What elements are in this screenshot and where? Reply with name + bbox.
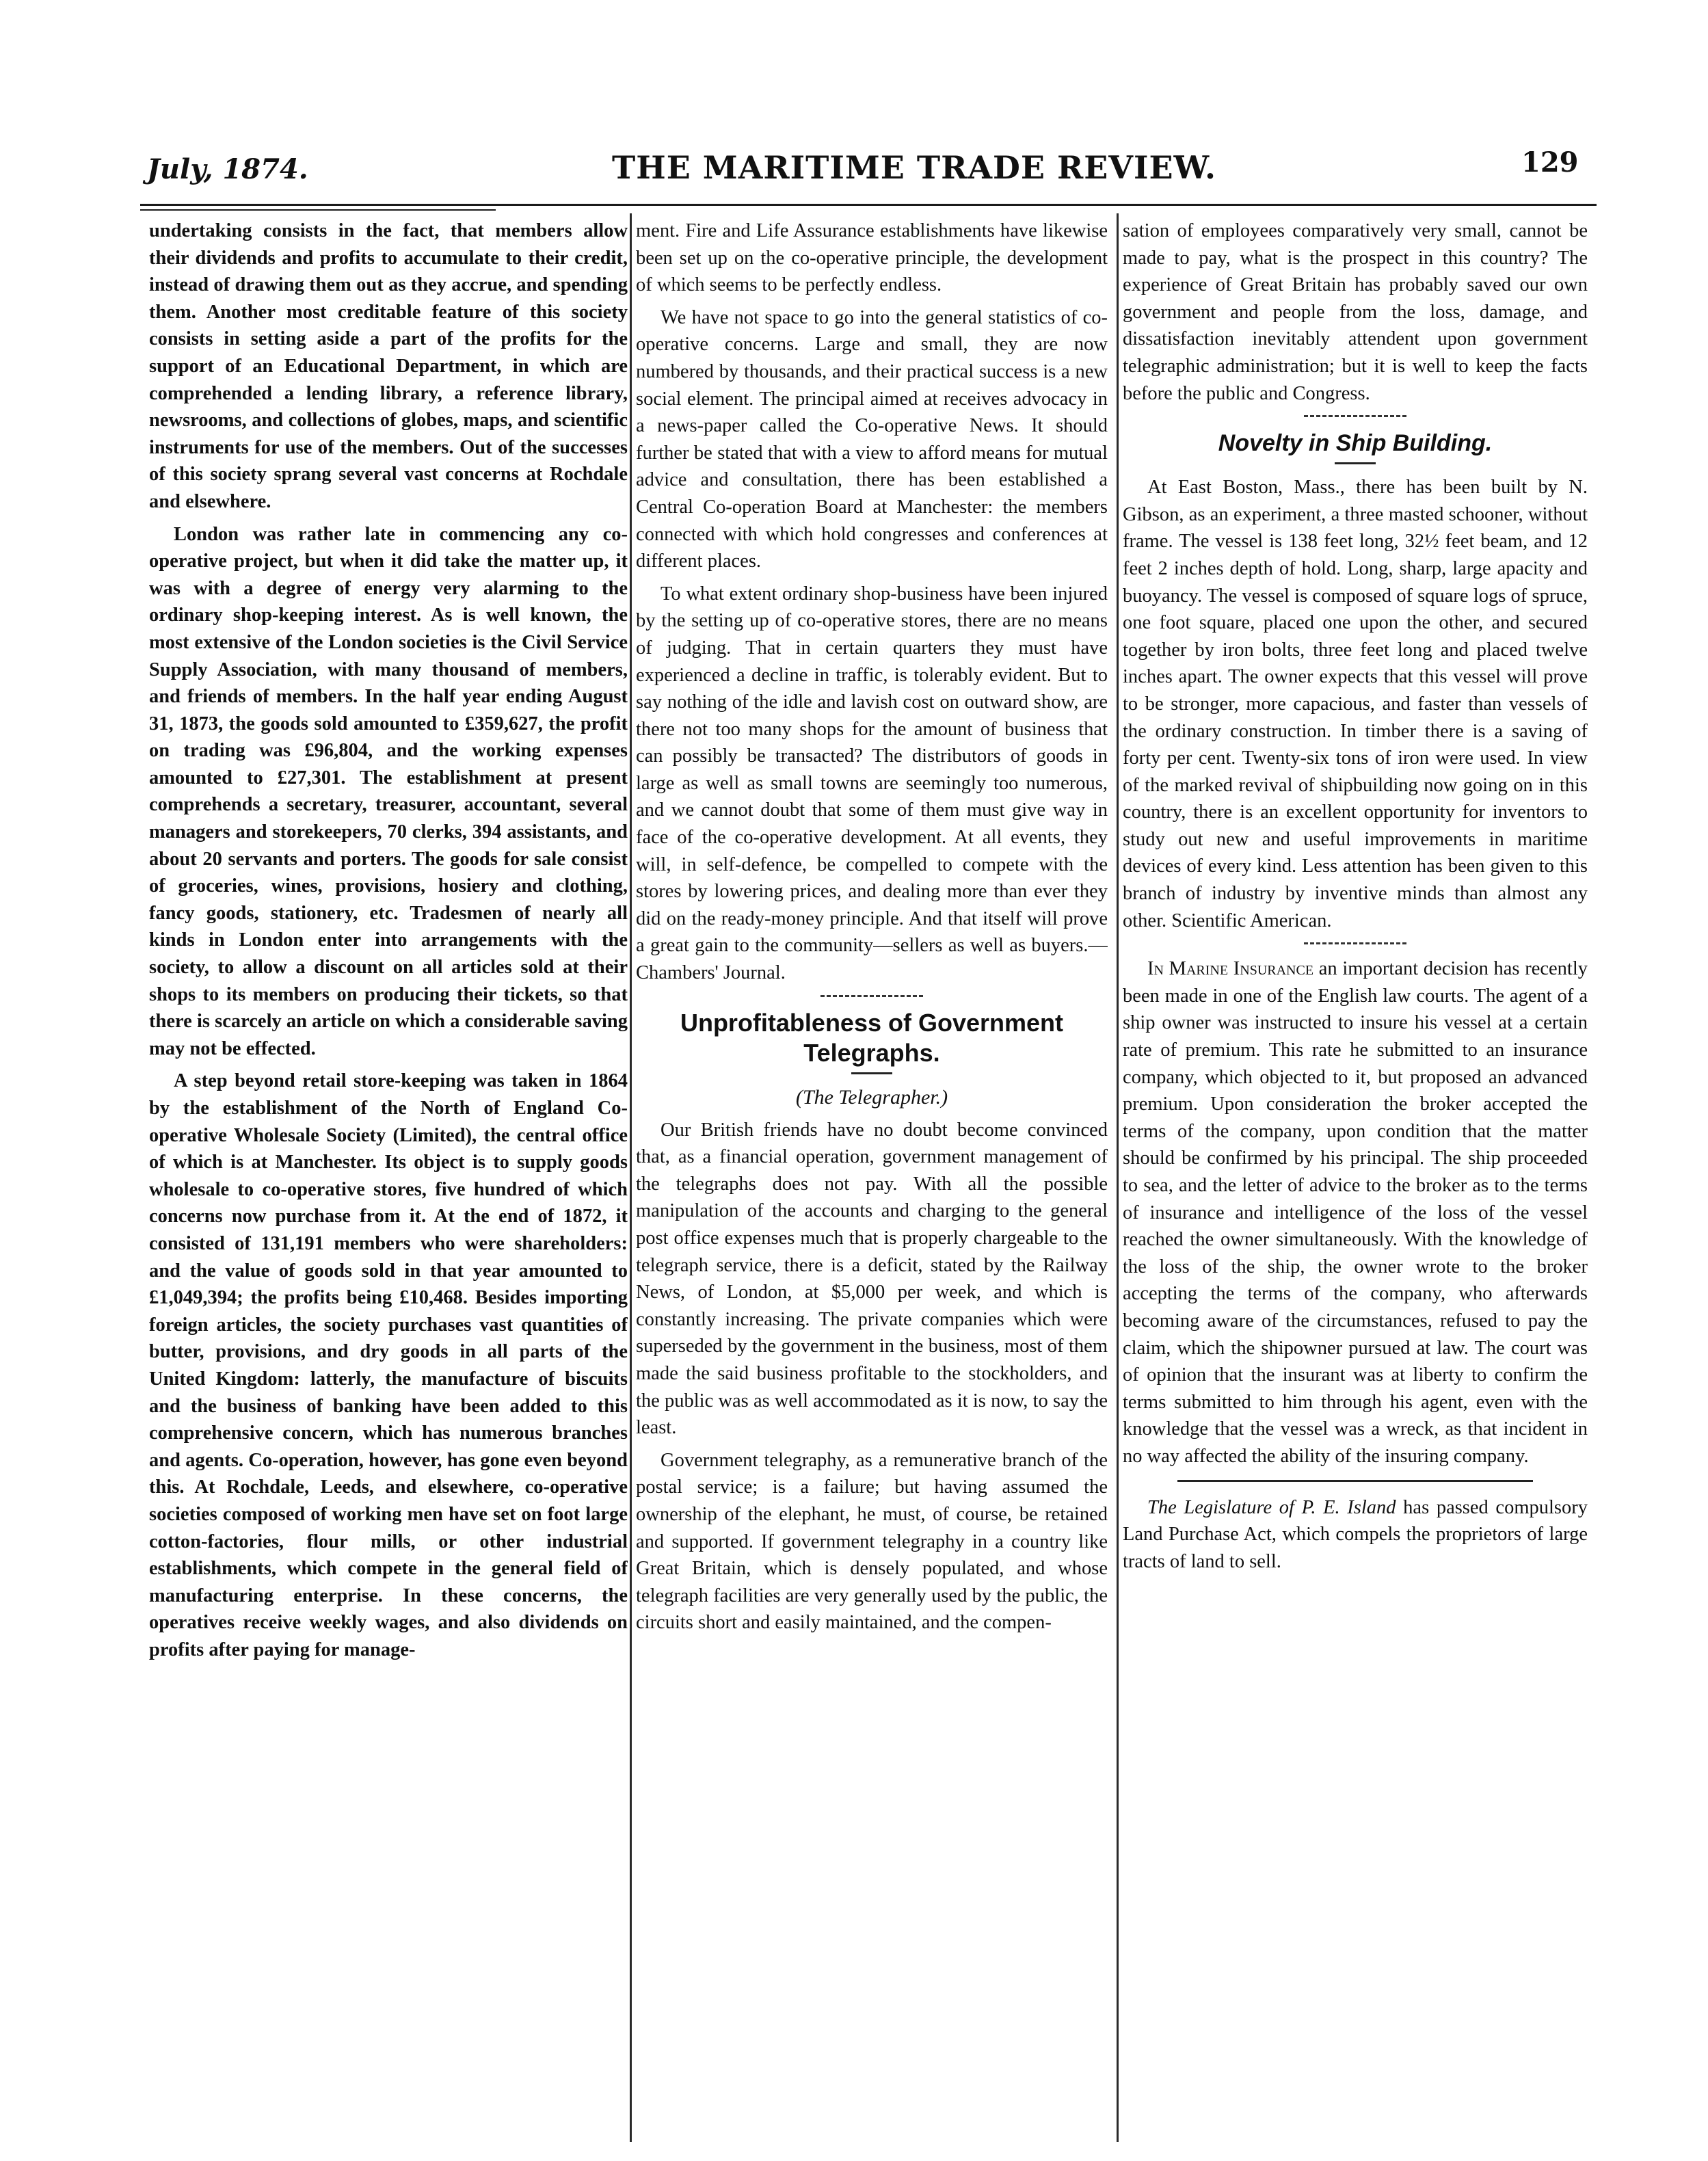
col2-paragraph: ment. Fire and Life Assurance establishments have likewise been set up on the co-operative principle, the development of which seems to be perfectly endless. <box>636 220 1108 296</box>
column-2 <box>636 217 1108 2146</box>
legislature-text: has passed compulsory Land Purchase Act, which compels the proprietors of large tracts of land to sell. <box>1123 1496 1588 1572</box>
marine-insurance-paragraph <box>1123 955 1588 1470</box>
issue-date: July, 1874. <box>147 153 308 185</box>
legislature-lead: The Legislature of P. E. Island <box>1147 1496 1396 1518</box>
marine-insurance-lead: In Marine Insurance <box>1147 958 1314 980</box>
article-separator <box>1304 415 1406 417</box>
col1-paragraph: A step beyond retail store-keeping was taken in 1864 by the establishment of the North of England Co-operative Wholesale Society (Limited), the central office of which is at Manchester. Its object is to supply goods wholesale to co-operative stores, five hundred of which concerns now purchase from it. At the end of 1872, it consisted of 131,191 members who were shareholders: and the value of goods sold in that year amounted to £1,049,394; the profits being £10,468. Besides importing foreign articles, the society purchases vast quantities of butter, provisions, and dry goods in all parts of the United Kingdom: latterly, the manufacture of biscuits and the business of banking have been added to this comprehensive concern, which has numerous branches and agents. Co-operation, however, has gone even beyond this. At Rochdale, Leeds, and elsewhere, co-operative societies composed of working men have set on foot large cotton-factories, flour mills, or other industrial establishments, which compete in the general field of manufacturing enterprise. In these concerns, the operatives receive weekly wages, and also dividends on profits after paying for manage- <box>149 1070 628 1660</box>
header-rule-secondary <box>140 209 496 211</box>
col1-paragraph: London was rather late in commencing any co-operative project, but when it did take the matter up, it was with a degree of energy very alarming to the ordinary shop-keeping interest. As is well known, the most extensive of the London societies is the Civil Service Supply Association, with many thousand of members, and friends of members. In the half year ending August 31, 1873, the goods sold amounted to £359,627, the profit on trading was £96,804, and the working expenses amounted to £27,301. The establishment at present comprehends a secretary, treasurer, accountant, several managers and storekeepers, 70 clerks, 394 assistants, and about 20 servants and porters. The goods for sale consist of groceries, wines, provisions, hosiery and clothing, fancy goods, stationery, etc. Tradesmen of nearly all kinds in London enter into arrangements with the society, to allow a discount on all articles sold at their shops to its members on producing their tickets, so that there is scarcely an article on which a considerable saving may not be effected. <box>149 523 628 1059</box>
column-1 <box>149 217 628 2146</box>
col2-paragraph: Government telegraphy, as a remunerative branch of the postal service; is a failure; but having assumed the ownership of the elephant, he must, of course, be retained and supported. If government telegraphy in a country like Great Britain, which is densely populated, and whose telegraph facilities are very generally used by the public, the circuits short and easily maintained, and the compen- <box>636 1449 1108 1634</box>
article-byline: (The Telegrapher.) <box>795 1085 948 1109</box>
header-rule <box>140 204 1597 206</box>
publication-title: THE MARITIME TRADE REVIEW. <box>612 149 1217 186</box>
col2-paragraph: Our British friends have no doubt become convinced that, as a financial operation, government management of the telegraphs does not pay. With all the possible manipulation of the accounts and charging to the general post office expenses much that is properly chargeable to the telegraph service, there is a deficit, stated by the Railway News, of London, at $5,000 per week, and which is constantly increasing. The private companies which were superseded by the government in the business, most of them made the said business profitable to the stockholders, and the public was as well accommodated as it is now, to say the least. <box>636 1119 1108 1439</box>
article-separator <box>1304 942 1406 944</box>
title-rule <box>851 1072 892 1074</box>
marine-insurance-text: an important decision has recently been made in one of the English law courts. The agent of a ship owner was instructed to insure his vessel at a certain rate of premium. This rate he submitted to an insurance company, which objected to it, but proposed an advanced premium. Upon consideration the broker accepted the terms of the company, upon condition that the matter should be confirmed by his principal. The ship proceeded to sea, and the letter of advice to the broker as to the terms of insurance and intelligence of the loss of the vessel reached the owner simultaneously. With the knowledge of the loss of the ship, the owner wrote to the broker accepting the terms of the company, who afterwards becoming aware of the circumstances, refused to pay the claim, which the shipowner pursued at law. The court was of opinion that the insurant was at liberty to confirm the terms submitted to him through his agent, even with the knowledge that the vessel was a wreck, as that incident in no way affected the ability of the insuring company. <box>1123 958 1588 1467</box>
legislature-paragraph <box>1123 1494 1588 1576</box>
col1-paragraph: undertaking consists in the fact, that members allow their dividends and profits to accumulate to their credit, instead of drawing them out as they accrue, and spending them. Another most creditable feature of this society consists in setting aside a part of the profits for the support of an Educational Department, in which are comprehended a lending library, a reference library, newsrooms, and collections of globes, maps, and scientific instruments for use of the members. Out of the successes of this society sprang several vast concerns at Rochdale and elsewhere. <box>149 220 628 512</box>
col2-paragraph: We have not space to go into the general statistics of co-operative concerns. Large and small, they are now numbered by thousands, and their practical success is a new social element. The principal aimed at receives advocacy in a news-paper called the Co-operative News. It should further be stated that with a view to afford means for mutual advice and consultation, there has been established a Central Co-operation Board at Manchester: the members connected with which hold congresses and conferences at different places. <box>636 306 1108 572</box>
section-rule <box>1177 1480 1533 1482</box>
col3-paragraph: sation of employees comparatively very small, cannot be made to pay, what is the prospect in this country? The experience of Great Britain has probably saved our own government and people from the loss, damage, and dissatisfaction inevitably attendent upon government telegraphic administration; but it is well to keep the facts before the public and Congress. <box>1123 220 1588 404</box>
column-3 <box>1123 217 1588 2146</box>
article-title-telegraphs: Unprofitableness of Government Telegraphs. <box>680 1008 1064 1067</box>
article-separator <box>820 995 923 997</box>
page-number: 129 <box>1521 146 1579 178</box>
article-title-ship-building: Novelty in Ship Building. <box>1218 430 1493 457</box>
col2-paragraph: To what extent ordinary shop-business have been injured by the setting up of co-operative stores, there are no means of judging. That in certain quarters they must have experienced a decline in traffic, is tolerably evident. But to say nothing of the idle and lavish cost on outward show, are there not too many shops for the amount of business that can possibly be transacted? The distributors of goods in large as well as small towns are seemingly too numerous, and we cannot doubt that some of them must give way in face of the co-operative development. At all events, they will, in self-defence, be compelled to compete with the stores by lowering prices, and dealing more than ever they did on the ready-money principle. And that itself will prove a great gain to the community—sellers as well as buyers.—Chambers' Journal. <box>636 583 1108 984</box>
title-rule <box>1335 462 1376 464</box>
column-divider-1 <box>630 213 632 2142</box>
col3-paragraph: At East Boston, Mass., there has been built by N. Gibson, as an experiment, a three masted schooner, without frame. The vessel is 138 feet long, 32½ feet beam, and 12 feet 2 inches depth of hold. Long, sharp, large apacity and buoyancy. The vessel is composed of square logs of spruce, one foot square, placed one upon the other, and secured together by iron bolts, three feet long and placed twelve inches apart. The owner expects that this vessel will prove to be stronger, more capacious, and faster than vessels of the ordinary construction. In timber there is a saving of forty per cent. Twenty-six tons of iron were used. In view of the marked revival of shipbuilding now going on in this country, there is an excellent opportunity for inventors to study out new and useful improvements in maritime devices of every kind. Less attention has been given to this branch of industry by inventive minds than almost any other. Scientific American. <box>1123 477 1588 931</box>
column-divider-2 <box>1117 213 1119 2142</box>
